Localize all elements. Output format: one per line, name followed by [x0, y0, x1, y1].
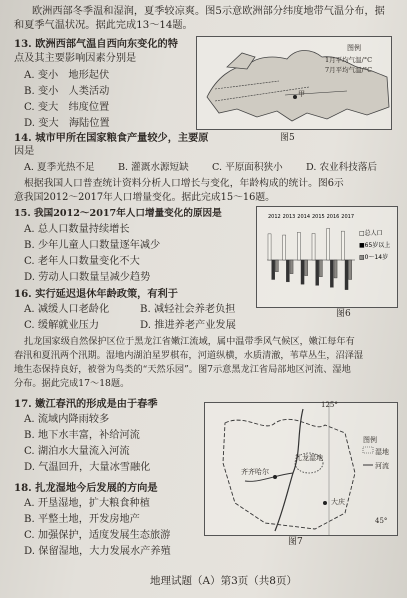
chart-bar-2013-0 [283, 235, 286, 260]
chart-legend-item: ▧0～14岁 [359, 254, 389, 261]
q17-option-a: A. 流域内降雨较多 [24, 414, 110, 425]
chart-bar-2017-2 [349, 260, 352, 280]
q14-stem: 14. 城市甲所在国家粮食产量较少，主要原 [14, 132, 209, 144]
q14-stem-2: 因是 [14, 146, 35, 157]
intro2-line-1: 根据我国人口普查统计资料分析人口增长与变化，年龄构成的统计。图6示 [24, 178, 344, 189]
chart-year-label: 2013 [282, 214, 296, 220]
europe-map [197, 37, 391, 129]
chart-bar-2016-2 [334, 260, 337, 278]
chart-legend-item: □总人口 [359, 230, 383, 237]
fig7-legend-title: 图例 [363, 436, 377, 444]
q15-option-b: B. 少年儿童人口数量逐年减少 [24, 240, 161, 251]
chart-bar-2017-0 [341, 231, 344, 260]
fig7-place-qiqihar: 齐齐哈尔 [241, 468, 269, 476]
q16-option-d: D. 推进养老产业发展 [140, 320, 236, 331]
q13-stem-2: 点及其主要影响因素分别是 [14, 53, 137, 64]
fig7-legend-river: 河流 [375, 462, 389, 470]
fig7-lat-label: 45° [375, 517, 388, 525]
intro-line-2: 和夏季气温状况。据此完成13～14题。 [14, 20, 193, 31]
fig7-place-zhalong: 扎龙湿地 [295, 454, 323, 462]
chart-bar-2012-1 [272, 260, 275, 280]
fig5-caption: 图5 [280, 133, 295, 143]
intro3-line-2: 春汛和夏汛两个汛期。湿地内湖泊星罗棋布，河道纵横，水质清澈，苇草丛生，沼泽湿 [14, 350, 364, 361]
q17-option-c: C. 湖泊水大量流入河流 [24, 446, 130, 457]
fig7-caption: 图7 [288, 537, 303, 547]
intro2-line-2: 意我国2012～2017年人口增量变化。据此完成15～16题。 [14, 192, 275, 203]
chart-bar-2015-0 [312, 233, 315, 260]
q14-option-c: C. 平原面积狭小 [212, 162, 283, 173]
chart-bar-2012-0 [268, 234, 271, 260]
fig5-city-label: 甲 [298, 90, 305, 98]
q18-stem: 18. 扎龙湿地今后发展的方向是 [14, 482, 158, 494]
figure-7-map [204, 402, 398, 536]
chart-bar-2014-1 [301, 260, 304, 284]
chart-year-label: 2014 [297, 214, 311, 220]
intro3-line-3: 地生态保持良好，被誉为鸟类的“天然乐园”。图7示意黑龙江省局部地区河流、湿地 [14, 364, 351, 375]
fig7-legend-wetland: 湿地 [375, 448, 389, 456]
fig6-caption: 图6 [336, 309, 351, 319]
chart-bar-2016-0 [327, 228, 330, 260]
q15-option-d: D. 劳动人口数量呈减少趋势 [24, 272, 151, 283]
q13-option-c: C. 变大 纬度位置 [24, 102, 110, 113]
q16-option-a: A. 减缓人口老龄化 [24, 304, 110, 315]
q14-option-b: B. 灌溉水源短缺 [118, 162, 189, 173]
figure-5-map [196, 36, 392, 130]
chart-bar-2014-0 [297, 232, 300, 260]
q14-option-d: D. 农业科技落后 [306, 162, 378, 173]
intro3-line-4: 分布。据此完成17～18题。 [14, 378, 130, 389]
chart-year-label: 2012 [267, 214, 281, 220]
q16-option-b: B. 减轻社会养老负担 [140, 304, 236, 315]
intro-line-1: 欧洲西部冬季温和湿润，夏季较凉爽。图5示意欧洲部分纬度地带气温分布，据 [32, 6, 385, 17]
q13-option-b: B. 变小 人类活动 [24, 86, 110, 97]
chart-bar-2014-2 [305, 260, 308, 276]
q17-option-b: B. 地下水丰富，补给河流 [24, 430, 140, 441]
chart-year-label: 2017 [341, 214, 355, 220]
q18-option-d: D. 保留湿地，大力发展水产养殖 [24, 546, 171, 557]
q18-option-c: C. 加强保护，适度发展生态旅游 [24, 530, 171, 541]
q13-option-a: A. 变小 地形起伏 [24, 70, 110, 81]
q18-option-b: B. 平整土地，开发房地产 [24, 514, 140, 525]
q13-option-d: D. 变大 海陆位置 [24, 118, 110, 129]
figure-6-chart [256, 206, 398, 308]
q14-option-a: A. 夏季光热不足 [24, 162, 95, 173]
intro3-line-1: 扎龙国家级自然保护区位于黑龙江省嫩江流域，属中温带季风气候区，嫩江每年有 [24, 336, 355, 347]
q15-stem: 15. 我国2012～2017年人口增量变化的原因是 [14, 208, 222, 219]
q16-option-c: C. 缓解就业压力 [24, 320, 100, 331]
chart-bar-2013-2 [290, 260, 293, 274]
q15-option-c: C. 老年人口数量变化不大 [24, 256, 140, 267]
q13-stem: 13. 欧洲西部气温自西向东变化的特 [14, 38, 178, 50]
page-footer: 地理试题（A）第3页（共8页） [150, 575, 297, 587]
chart-bar-2015-2 [319, 260, 322, 277]
fig7-place-daqing: 大庆 [331, 498, 345, 506]
fig7-lon-label: 125° [321, 401, 338, 409]
q15-option-a: A. 总人口数量持续增长 [24, 224, 130, 235]
q17-option-d: D. 气温回升，大量冰雪融化 [24, 462, 151, 473]
q18-option-a: A. 开垦湿地，扩大粮食种植 [24, 498, 150, 509]
heilongjiang-map [205, 403, 397, 535]
fig5-legend-jan: 1月平均气温/°C [325, 56, 373, 64]
chart-bar-2015-1 [316, 260, 319, 285]
chart-legend-item: ■65岁以上 [359, 242, 391, 249]
q16-stem: 16. 实行延迟退休年龄政策，有利于 [14, 288, 178, 300]
fig5-legend-title: 图例 [347, 44, 361, 52]
fig5-legend-jul: 7月平均气温/°C [325, 66, 373, 74]
population-chart [257, 207, 397, 307]
chart-year-label: 2016 [326, 214, 340, 220]
chart-bar-2012-2 [275, 260, 278, 272]
chart-bar-2016-1 [330, 260, 333, 287]
q17-stem: 17. 嫩江春汛的形成是由于春季 [14, 398, 158, 410]
chart-bar-2017-1 [345, 260, 348, 290]
chart-bar-2013-1 [286, 260, 289, 282]
chart-year-label: 2015 [311, 214, 325, 220]
